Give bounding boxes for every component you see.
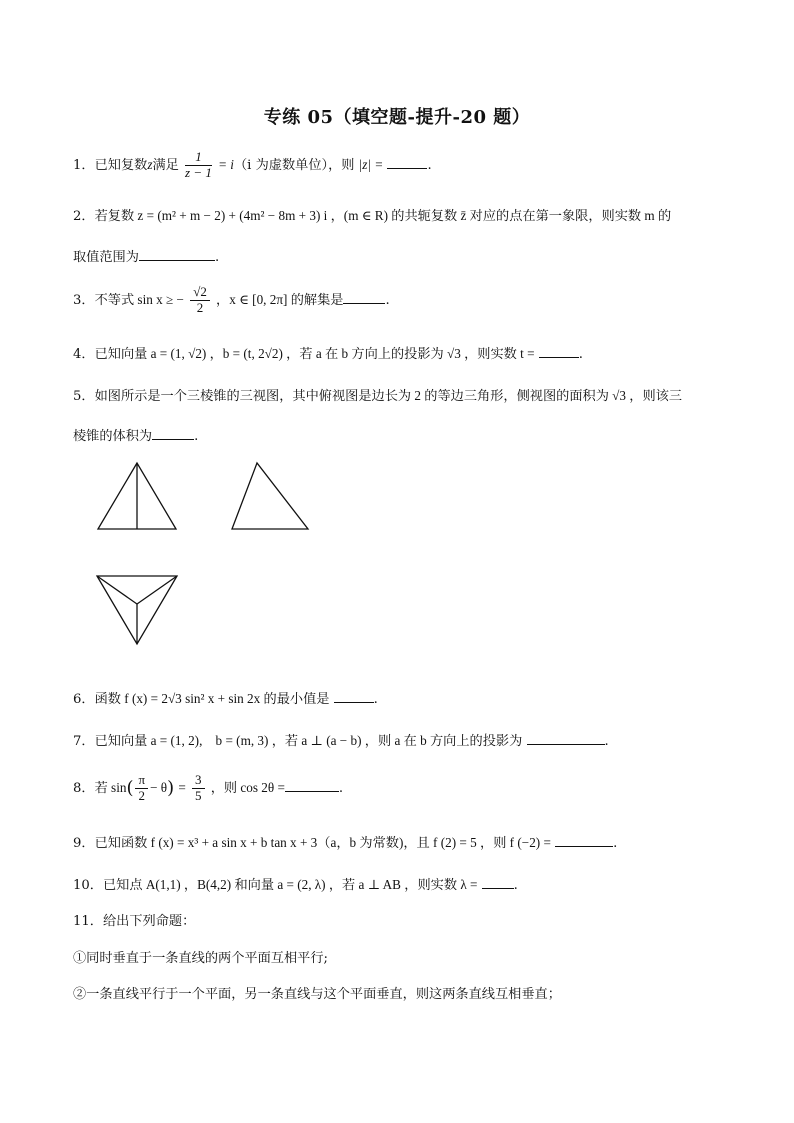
fraction-denominator: 5 [195,787,202,803]
question-9 [73,834,723,852]
fraction-denominator: 2 [138,787,146,803]
question-2-line2 [73,248,723,266]
question-3 [73,285,723,316]
question-number: 1． [73,157,95,173]
fraction-numerator: √2 [190,285,210,301]
answer-blank[interactable] [387,156,427,169]
proposition-text: ②一条直线平行于一个平面，另一条直线与这个平面垂直，则这两条直线互相垂直； [73,987,561,1002]
math-var: z [147,156,153,172]
left-paren: ( [126,777,134,799]
question-text: ，x ∈ [0, 2π] 的解集是 [216,291,344,307]
answer-blank[interactable] [334,690,374,703]
top-view-edge [97,576,137,604]
side-view-triangle [232,463,308,529]
period: . [385,292,390,308]
question-7 [73,732,723,750]
question-text: 如图所示是一个三棱锥的三视图，其中俯视图是边长为 2 的等边三角形，侧视图的面积为 √3 ，则该三 [94,388,683,403]
question-text: 不等式 sin x ≥ − [94,291,184,307]
period: . [338,780,344,796]
question-text: 已知复数 [94,157,148,173]
question-text: 取值范围为 [73,250,139,265]
right-paren: ) [167,777,175,799]
question-number: 3． [73,292,95,308]
side-view-figure [222,455,322,537]
top-view-figure [90,568,190,650]
answer-blank[interactable] [152,427,194,440]
question-number: 2． [73,209,95,224]
fraction [190,285,210,316]
answer-blank[interactable] [527,732,605,745]
question-text: 若复数 z = (m² + m − 2) + (4m² − 8m + 3) i ，(m ∈ R) 的共轭复数 z̄ 对应的点在第一象限，则实数 m 的 [94,208,672,223]
question-8 [73,773,723,804]
fraction-denominator: z − 1 [185,164,212,180]
fraction-numerator: 3 [192,773,205,789]
proposition-text: ①同时垂直于一条直线的两个平面互相平行; [73,951,329,966]
answer-blank[interactable] [539,345,579,358]
period: . [604,734,609,749]
fraction-numerator: 1 [185,150,212,166]
question-2 [73,207,723,225]
fraction [185,150,212,181]
proposition-1 [73,950,723,967]
question-text: ，则 cos 2θ = [210,779,285,795]
question-text: 给出下列命题： [102,914,196,929]
period: . [513,878,518,893]
question-number: 9． [73,836,95,851]
question-number: 6． [73,692,95,707]
period: . [194,429,199,444]
fraction-denominator: 2 [196,299,204,315]
period: . [427,157,432,173]
math-expr: = [178,779,186,795]
period: . [214,250,220,265]
question-text: 已知向量 a = (1, √2) ，b = (t, 2√2) ，若 a 在 b 方向上的投影为 √3 ，则实数 t = [94,346,535,361]
question-number: 8． [73,780,95,796]
question-number: 10． [73,878,103,893]
front-view-figure [90,455,190,537]
question-number: 11． [73,914,103,929]
question-text: 已知函数 f (x) = x³ + a sin x + b tan x + 3（a，b 为常数)，且 f (2) = 5 ，则 f (−2) = [94,835,551,850]
answer-blank[interactable] [555,834,613,847]
period: . [578,347,583,362]
question-text: 若 sin [94,779,127,795]
question-5-line2 [73,427,723,445]
question-1 [73,150,723,181]
math-expr: = i [218,156,234,172]
question-text: （i 为虚数单位），则 [233,157,355,173]
top-view-edge [137,576,177,604]
answer-blank[interactable] [285,779,339,792]
period: . [373,692,378,707]
question-4 [73,345,723,363]
fraction-numerator: π [135,773,148,789]
question-6 [73,690,723,708]
question-text: 函数 f (x) = 2√3 sin² x + sin 2x 的最小值是 [94,691,330,706]
question-text: 已知点 A(1,1) ，B(4,2) 和向量 a = (2, λ) ，若 a ⊥ AB ，则实数 λ = [102,877,478,892]
question-text: 已知向量 a = (1, 2), b = (m, 3) ，若 a ⊥ (a − b) ，则 a 在 b 方向上的投影为 [94,733,523,748]
question-number: 4． [73,347,95,362]
proposition-2 [73,986,723,1003]
math-expr: − θ [150,779,168,795]
fraction [192,773,205,804]
period: . [613,836,618,851]
question-5 [73,387,723,405]
question-11 [73,913,723,930]
math-expr: |z| = [358,156,384,172]
page-title: 专练 05（填空题-提升-20 题） [263,107,531,128]
question-text: 满足 [152,157,179,173]
answer-blank[interactable] [343,291,385,304]
fraction [135,773,148,804]
question-number: 7． [73,734,95,749]
answer-blank[interactable] [139,248,215,261]
question-text: 棱锥的体积为 [73,429,153,444]
question-number: 5． [73,389,95,404]
answer-blank[interactable] [482,876,514,889]
question-10 [73,876,723,894]
